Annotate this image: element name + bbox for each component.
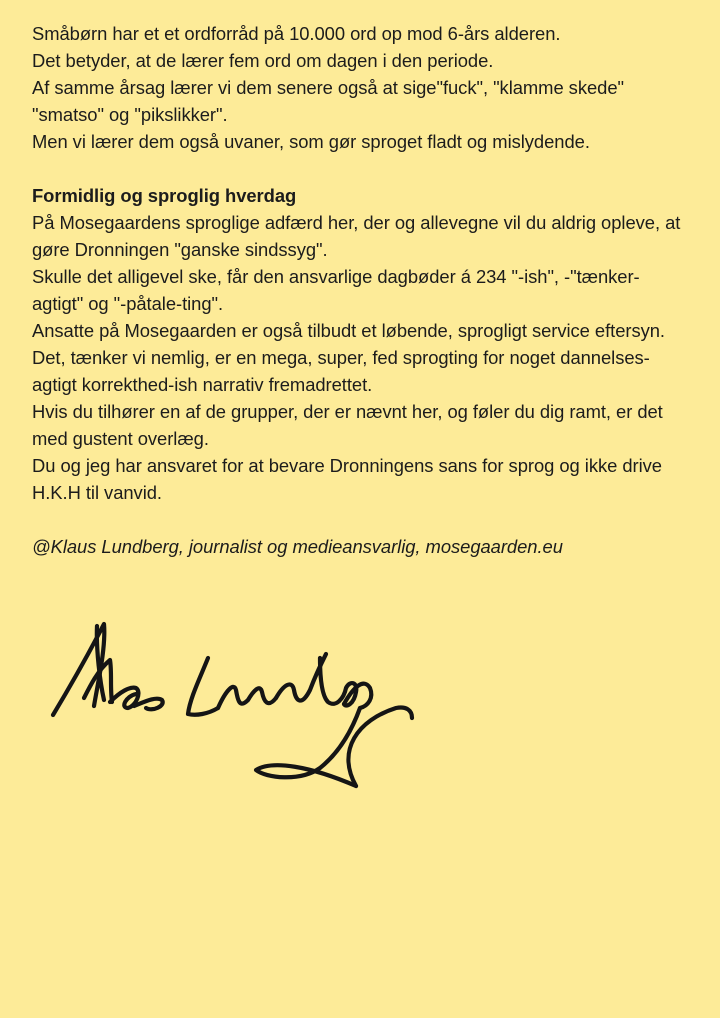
section-paragraph: Du og jeg har ansvaret for at bevare Dronningens sans for sprog og ikke drive H.K.H til vanvid.: [32, 455, 662, 503]
section-paragraph: Hvis du tilhører en af de grupper, der er nævnt her, og føler du dig ramt, er det med gustent overlæg.: [32, 401, 663, 449]
section-paragraph: På Mosegaardens sproglige adfærd her, der og allevegne vil du aldrig opleve, at gøre Dronningen "ganske sindssyg".: [32, 212, 681, 260]
paragraph-spacer: [32, 155, 688, 182]
handwritten-signature: [40, 610, 440, 810]
intro-line: Men vi lærer dem også uvaner, som gør sproget fladt og mislydende.: [32, 131, 590, 152]
document-body: [32, 20, 688, 560]
intro-line: Det betyder, at de lærer fem ord om dagen i den periode.: [32, 50, 494, 71]
section-paragraph: Det, tænker vi nemlig, er en mega, super, fed sprogting for noget dannelses-agtigt korrekthed-ish narrativ fremadrettet.: [32, 347, 650, 395]
paragraph-spacer: [32, 506, 688, 533]
intro-line: Småbørn har et et ordforråd på 10.000 ord op mod 6-års alderen.: [32, 23, 561, 44]
intro-line: Af samme årsag lærer vi dem senere også at sige"fuck", "klamme skede" "smatso" og "pikslikker".: [32, 77, 624, 125]
section-paragraph: Skulle det alligevel ske, får den ansvarlige dagbøder á 234 "-ish", -"tænker-agtigt" og "-påtale-ting".: [32, 266, 640, 314]
section-heading: Formidlig og sproglig hverdag: [32, 185, 297, 206]
section-paragraph: Ansatte på Mosegaarden er også tilbudt et løbende, sprogligt service eftersyn.: [32, 320, 665, 341]
author-byline: @Klaus Lundberg, journalist og medieansvarlig, mosegaarden.eu: [32, 536, 563, 557]
